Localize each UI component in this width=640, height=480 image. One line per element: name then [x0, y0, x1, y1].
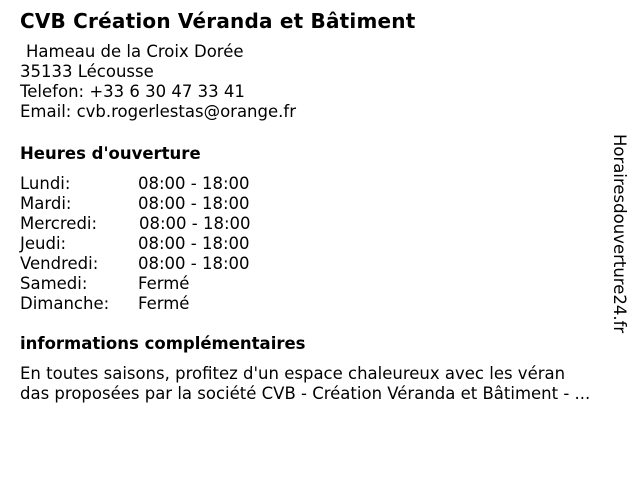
day-label: Mercredi: — [20, 214, 98, 233]
hours-row-thursday — [20, 234, 320, 254]
hours-row-friday — [20, 254, 320, 274]
hours-value: Fermé — [138, 274, 190, 293]
day-label: Dimanche: — [20, 294, 110, 313]
business-description — [20, 364, 640, 404]
hours-row-tuesday — [20, 194, 320, 214]
phone-number: Telefon: +33 6 30 47 33 41 — [20, 82, 245, 101]
email-address: Email: cvb.rogerlestas@orange.fr — [20, 102, 296, 121]
address-street: Hameau de la Croix Dorée — [26, 42, 244, 61]
day-label: Mardi: — [20, 194, 72, 213]
hours-value: 08:00 - 18:00 — [138, 174, 250, 193]
hours-value: Fermé — [138, 294, 190, 313]
business-contact — [20, 42, 296, 122]
description-line: En toutes saisons, profitez d'un espace chaleureux avec les véran — [20, 364, 566, 383]
hours-row-monday — [20, 174, 320, 194]
hours-value: 08:00 - 18:00 — [139, 214, 251, 233]
description-line: das proposées par la société CVB - Création Véranda et Bâtiment - ... — [20, 384, 591, 403]
hours-value: 08:00 - 18:00 — [138, 194, 250, 213]
hours-row-saturday — [20, 274, 320, 294]
hours-row-sunday — [20, 294, 320, 314]
hours-value: 08:00 - 18:00 — [138, 254, 250, 273]
hours-value: 08:00 - 18:00 — [138, 234, 250, 253]
hours-row-wednesday — [20, 214, 320, 234]
day-label: Jeudi: — [20, 234, 67, 253]
business-name: CVB Création Véranda et Bâtiment — [20, 9, 416, 33]
opening-hours-heading: Heures d'ouverture — [20, 144, 201, 163]
opening-hours-list — [20, 174, 320, 314]
day-label: Vendredi: — [20, 254, 99, 273]
site-watermark: Horairesdouverture24.fr — [610, 134, 629, 334]
day-label: Samedi: — [20, 274, 88, 293]
address-city: 35133 Lécousse — [20, 62, 154, 81]
additional-info-heading: informations complémentaires — [20, 334, 306, 353]
day-label: Lundi: — [20, 174, 71, 193]
